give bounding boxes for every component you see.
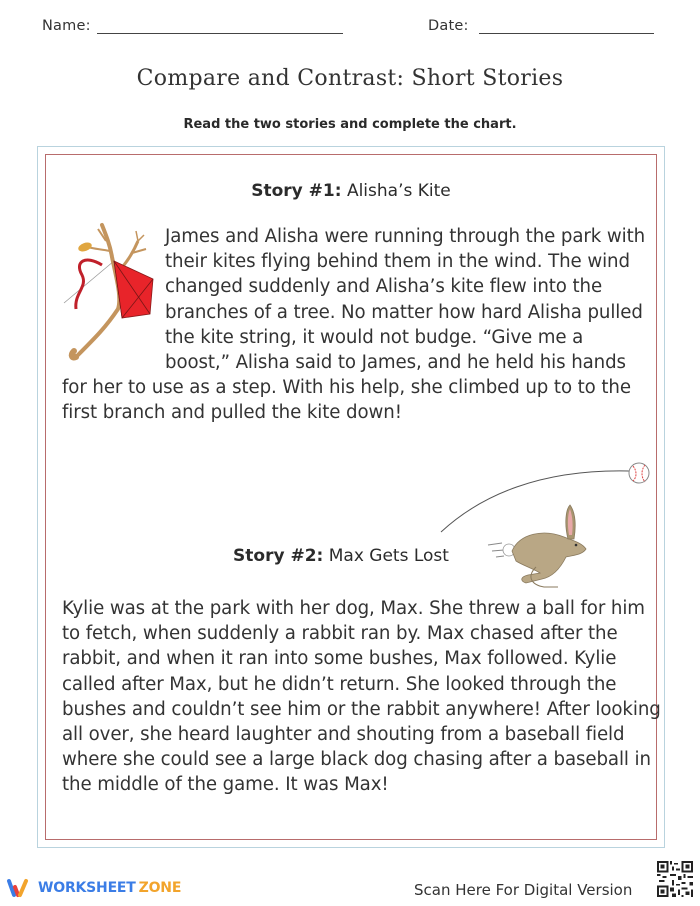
story2-heading (46, 546, 656, 566)
worksheetzone-logo[interactable] (6, 878, 181, 898)
story2-title: Max Gets Lost (328, 546, 449, 566)
name-blank-line[interactable] (97, 18, 343, 34)
worksheetzone-logo-icon (6, 878, 34, 898)
story2-text: Kylie was at the park with her dog, Max. She threw a ball for him to fetch, when suddenly a rabbit ran by. Max chased after the rabbit, and when it ran into some bushes, Max followed. Kylie called after Max, but he didn’t return. She looked through the bushes and couldn’t see him or the rabbit anywhere! After looking all over, she heard laughter and shouting from a baseball field where she could see a large black dog chasing after a baseball in the middle of the game. It was Max! (62, 598, 661, 796)
story1-heading (46, 181, 656, 201)
date-blank-line[interactable] (479, 18, 654, 34)
stories-outer-frame (37, 146, 665, 848)
stories-inner-frame (45, 154, 661, 840)
page-title: Compare and Contrast: Short Stories (136, 66, 564, 91)
instructions: Read the two stories and complete the chart. (183, 117, 517, 132)
story1-title: Alisha’s Kite (346, 181, 451, 201)
date-label: Date: (428, 18, 469, 34)
header-fields (42, 18, 658, 40)
story1-label: Story #1: (251, 181, 342, 201)
name-field (42, 18, 343, 34)
name-label: Name: (42, 18, 91, 34)
qr-code-icon[interactable] (655, 858, 695, 900)
brand-name: WORKSHEET ZONE (38, 880, 182, 896)
date-field (428, 18, 654, 34)
story2-label: Story #2: (233, 546, 324, 566)
scan-instructions: Scan Here For Digital Version (414, 881, 633, 899)
story1-text: James and Alisha were running through the park with their kites flying behind them in the wind. The wind changed suddenly and Alisha’s kite flew into the branches of a tree. No matter how hard Alisha pulled the kite string, it would not budge. “Give me a boost,” Alisha said to James, and he held his hands for her to use as a step. With his help, she climbed up to to the first branch and pulled the kite down! (62, 226, 646, 424)
